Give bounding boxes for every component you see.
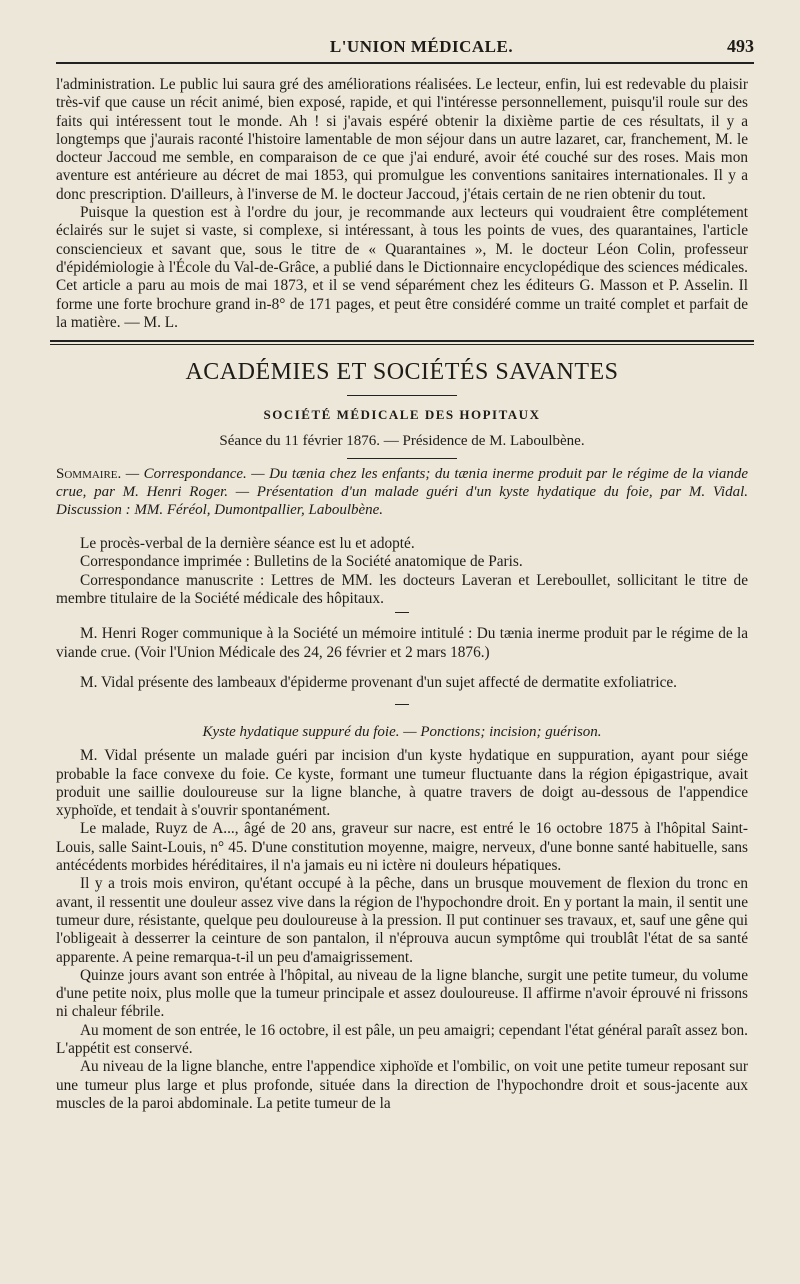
section-separator [50,340,754,345]
case-paragraph: M. Vidal présente un malade guéri par incision d'un kyste hydatique en suppuration, ayant pour siége probable la face convexe du foie. Ce kyste, formant une tumeur fluctuante dans la région épigastrique, avait produit une saillie douloureuse sur la ligne blanche, à quatre travers de doigt au-dessous de l'appendice xyphoïde, et tendait à s'ouvrir spontanément. [56,747,748,820]
society-name: SOCIÉTÉ MÉDICALE DES HOPITAUX [263,407,541,423]
summary [56,465,748,519]
case-paragraph: Le malade, Ruyz de A..., âgé de 20 ans, graveur sur nacre, est entré le 16 octobre 1875 à l'hôpital Saint-Louis, salle Saint-Louis, n° 45. D'une constitution moyenne, maigre, nerveux, d'une bonne santé habituelle, sans antécédents morbides héréditaires, il n'a jamais eu ni ictère ni douleurs hépatiques. [56,820,748,875]
case-paragraph: Il y a trois mois environ, qu'étant occupé à la pêche, dans un brusque mouvement de flexion du tronc en avant, il ressentit une douleur assez vive dans la région de l'hypochondre droit. En y portant la main, il sentit une tumeur dure, résistante, quelque peu douloureuse à la pression. Il put continuer ses travaux, et, sauf une gêne qui l'obligeait à desserrer la ceinture de son pantalon, il n'éprouva aucun symptôme qui troublât l'état de sa santé apparente. A peine remarqua-t-il un peu d'amaigrissement. [56,875,748,966]
running-title: L'UNION MÉDICALE. [329,37,514,56]
minutes-paragraph: Le procès-verbal de la dernière séance est lu et adopté. [80,535,415,553]
summary-label: Sommaire. [56,466,122,483]
case-paragraph: Au niveau de la ligne blanche, entre l'appendice xiphoïde et l'ombilic, on voit une petite tumeur reposant sur une tumeur plus large et plus profonde, située dans la direction de l'hypochondre droit et sous-jacente aux muscles de la paroi abdominale. La petite tumeur de la [56,1058,748,1112]
minutes-paragraph: Correspondance imprimée : Bulletins de la Société anatomique de Paris. [80,553,523,571]
page-header [56,0,754,64]
page-number: 493 [727,36,754,56]
title-rule [347,395,457,396]
case-paragraph: Au moment de son entrée, le 16 octobre, il est pâle, un peu amaigri; cependant l'état général paraît assez bon. L'appétit est conservé. [56,1021,748,1057]
section-title: ACADÉMIES ET SOCIÉTÉS SAVANTES [185,359,619,386]
minutes-paragraph: Correspondance manuscrite : Lettres de MM. les docteurs Laveran et Lereboullet, sollicitant le titre de membre titulaire de la Société médicale des hôpitaux. [56,571,748,608]
meeting-rule [347,458,457,459]
vidal-paragraph: M. Vidal présente des lambeaux d'épiderme provenant d'un sujet affecté de dermatite exfoliatrice. [80,673,677,691]
paragraph-rule [395,704,409,705]
intro-paragraph: Puisque la question est à l'ordre du jour, je recommande aux lecteurs qui voudraient être complétement éclairés sur le sujet si vaste, si complexe, si intéressant, à tous les points de vues, des quarantaines, l'article consciencieux et savant que, sous le titre de « Quarantaines », M. le docteur Léon Colin, professeur d'épidémiologie à l'École du Val-de-Grâce, a publié dans le Dictionnaire encyclopédique des sciences médicales. Cet article a paru au mois de mai 1873, et il se vend séparément chez les éditeurs G. Masson et P. Asselin. Il forme une forte brochure grand in-8° de 171 pages, et peut être considéré comme un traité complet et parfait de la matière. — M. L. [56,204,748,331]
meeting-info: Séance du 11 février 1876. — Présidence de M. Laboulbène. [219,433,585,450]
case-paragraph: Quinze jours avant son entrée à l'hôpital, au niveau de la ligne blanche, surgit une petite tumeur, du volume d'une petite noix, plus molle que la tumeur principale et assez douloureuse. Il affirme n'avoir éprouvé ni frissons ni chaleur fébrile. [56,966,748,1021]
summary-text: — Correspondance. — Du tænia chez les enfants; du tænia inerme produit par le régime de la viande crue, par M. Henri Roger. — Présentation d'un malade guéri d'un kyste hydatique du foie, par M. Vidal. Discussion : MM. Féréol, Dumontpallier, Laboulbène. [56,466,749,519]
intro-paragraph: l'administration. Le public lui saura gré des améliorations réalisées. Le lecteur, enfin, lui est redevable du plaisir très-vif que cause un récit animé, bien exposé, rapide, et qui l'intéresse personnellement, puisqu'il roule sur des faits qui intéressent tout le monde. Ah ! si j'avais espéré obtenir la dixième partie de ces résultats, il y a longtemps que j'aurais raconté l'histoire lamentable de mon séjour dans un autre lazaret, car, franchement, M. le docteur Jaccoud me semble, en comparaison de ce que j'ai enduré, avoir été couché sur des roses. Mais mon aventure est antérieure au décret de mai 1853, qui promulgue les conventions sanitaires internationales. Il y a donc prescription. D'ailleurs, à l'inverse de M. le docteur Jaccoud, j'étais certain de ne rien obtenir du tout. [56,76,748,203]
case-subtitle: Kyste hydatique suppuré du foie. — Ponctions; incision; guérison. [202,724,602,741]
paragraph-rule [395,612,409,613]
roger-paragraph: M. Henri Roger communique à la Société un mémoire intitulé : Du tænia inerme produit par le régime de la viande crue. (Voir l'Union Médicale des 24, 26 février et 2 mars 1876.) [56,625,748,661]
